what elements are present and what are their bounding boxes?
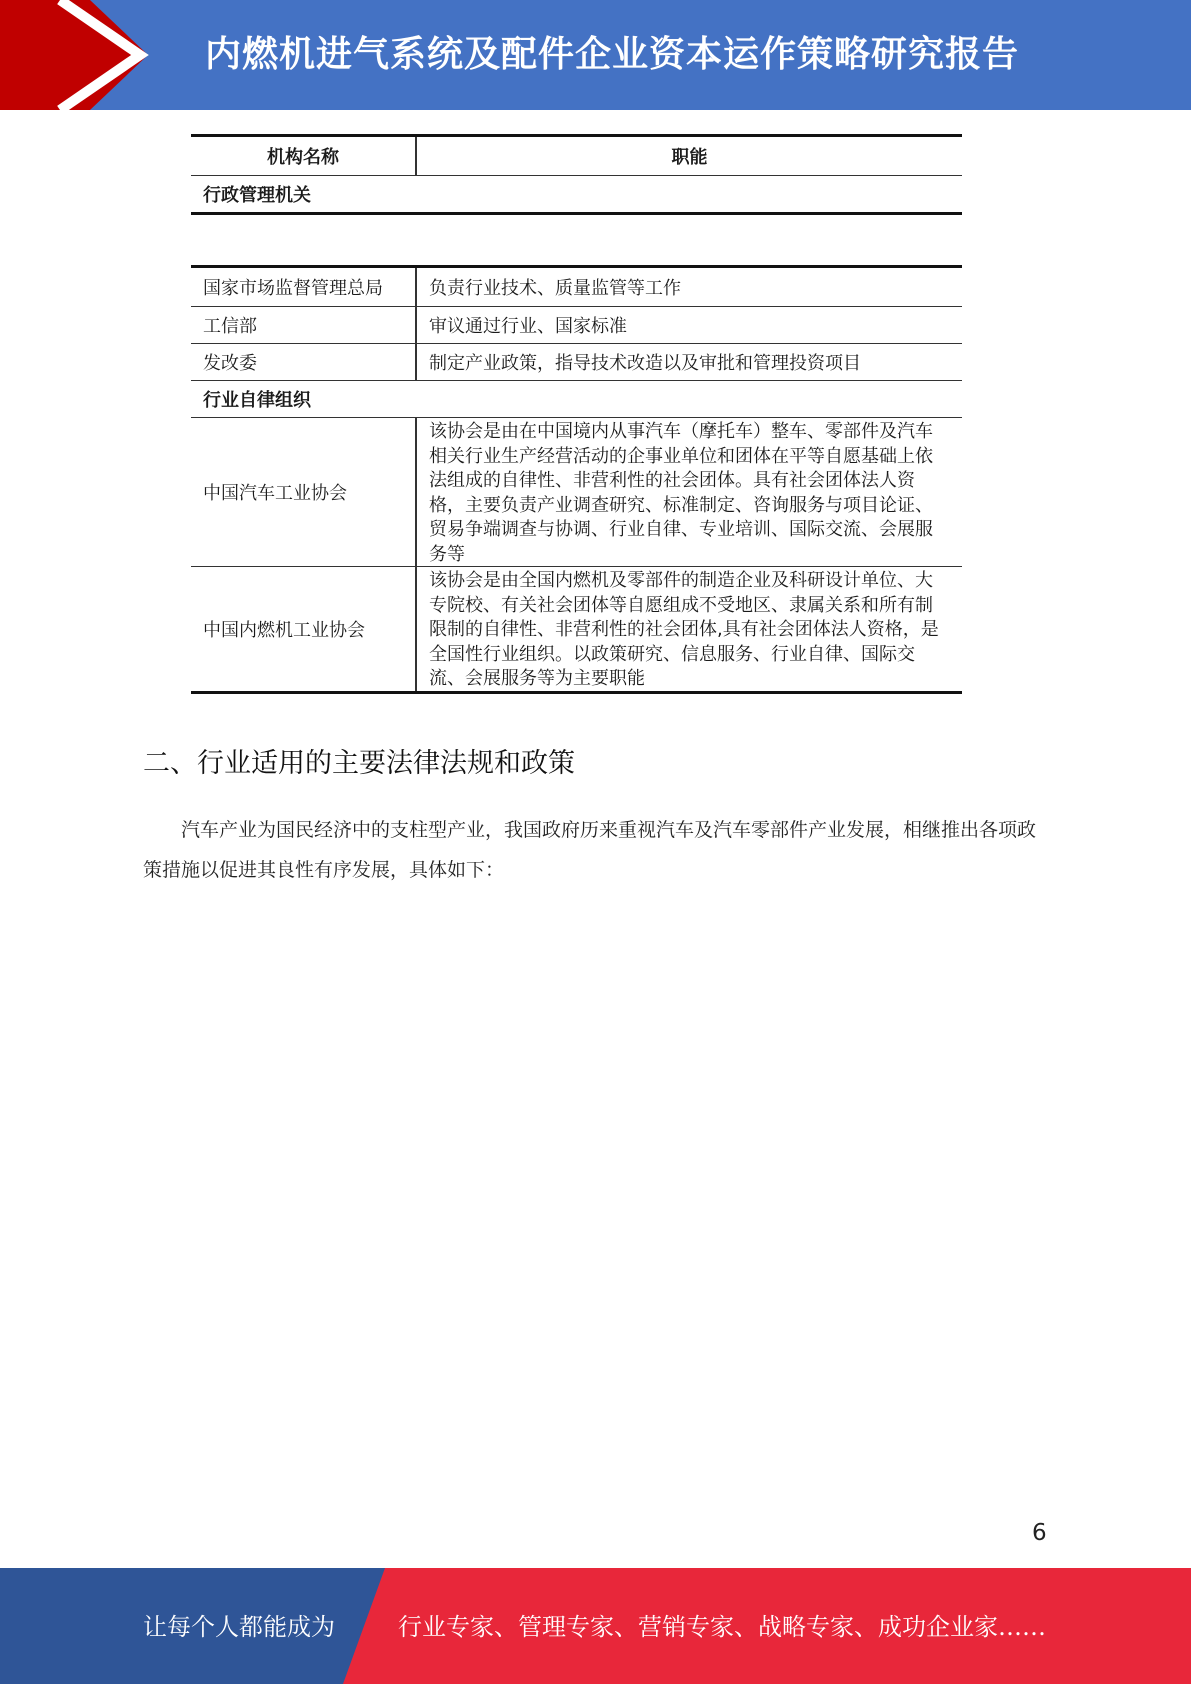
- agency-duty: 制定产业政策，指导技术改造以及审批和管理投资项目: [415, 344, 962, 380]
- footer-slogan-left: 让每个人都能成为: [143, 1613, 335, 1641]
- agency-name: 发改委: [203, 353, 257, 374]
- section-label-self-regulatory: 行业自律组织: [203, 390, 311, 411]
- agency-name: 工信部: [203, 316, 257, 337]
- section-row-self-regulatory: [191, 381, 962, 418]
- red-chevron-decoration: [0, 0, 150, 110]
- section-label-admin: 行政管理机关: [203, 185, 311, 206]
- body-paragraph: 汽车产业为国民经济中的支柱型产业，我国政府历来重视汽车及汽车零部件产业发展，相继推出各项政策措施以促进其良性有序发展，具体如下：: [143, 819, 1037, 881]
- page-number: 6: [1032, 1520, 1047, 1546]
- table-row: [191, 418, 962, 567]
- section-row-admin: [191, 176, 962, 212]
- agency-duty: 该协会是由在中国境内从事汽车（摩托车）整车、零部件及汽车相关行业生产经营活动的企事业单位和团体在平等自愿基础上依法组成的自律性、非营利性的社会团体。具有社会团体法人资格，主要负责产业调查研究、标准制定、咨询服务与项目论证、贸易争端调查与协调、行业自律、专业培训、国际交流、会展服务等: [415, 418, 962, 566]
- table-row: [191, 307, 962, 344]
- agency-name: 中国内燃机工业协会: [203, 620, 365, 641]
- footer-banner: [0, 1568, 1191, 1684]
- agency-duty: 负责行业技术、质量监管等工作: [415, 268, 962, 306]
- footer-slogan-right: 行业专家、管理专家、营销专家、战略专家、成功企业家……: [398, 1613, 1046, 1641]
- table-row: [191, 268, 962, 307]
- agency-name: 中国汽车工业协会: [203, 483, 347, 504]
- column-header-duty: 职能: [415, 137, 962, 175]
- section-heading: 二、行业适用的主要法律法规和政策: [143, 748, 575, 779]
- column-header-name: 机构名称: [267, 147, 339, 168]
- agency-table-header: [191, 134, 962, 215]
- report-title: 内燃机进气系统及配件企业资本运作策略研究报告: [205, 34, 1020, 75]
- table-row: [191, 567, 962, 691]
- table-row: [191, 344, 962, 381]
- agency-table-body: [191, 265, 962, 694]
- agency-duty: 该协会是由全国内燃机及零部件的制造企业及科研设计单位、大专院校、有关社会团体等自愿组成不受地区、隶属关系和所有制限制的自律性、非营利性的社会团体,具有社会团体法人资格，是全国性行业组织。以政策研究、信息服务、行业自律、国际交流、会展服务等为主要职能: [415, 567, 962, 691]
- agency-name: 国家市场监督管理总局: [203, 278, 383, 299]
- header-banner: [0, 0, 1191, 110]
- table-header-row: [191, 137, 962, 176]
- agency-duty: 审议通过行业、国家标准: [415, 307, 962, 343]
